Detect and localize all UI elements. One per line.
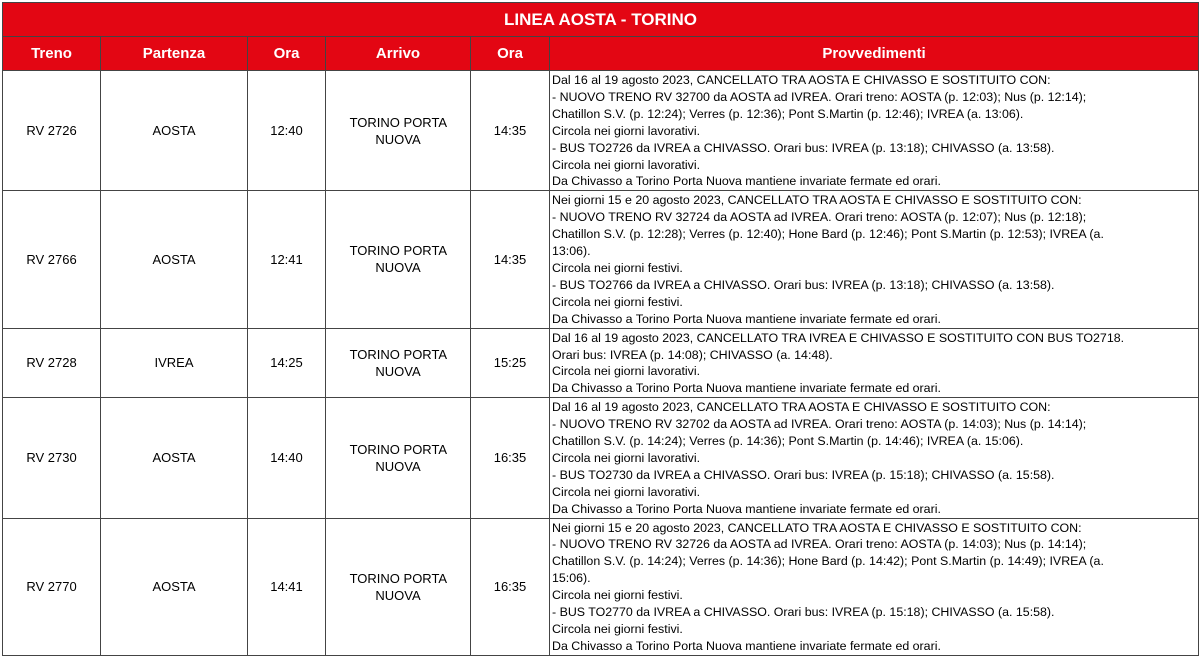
cell-treno: RV 2730 bbox=[3, 398, 101, 518]
provvedimento-line: Da Chivasso a Torino Porta Nuova mantiene invariate fermate ed orari. bbox=[552, 638, 941, 653]
cell-arrivo bbox=[326, 518, 471, 655]
header-partenza: Partenza bbox=[101, 37, 248, 71]
cell-provvedimenti bbox=[550, 71, 1199, 191]
provvedimento-line: - BUS TO2770 da IVREA a CHIVASSO. Orari bus: IVREA (p. 15:18); CHIVASSO (a. 15:58). bbox=[552, 605, 1055, 620]
cell-ora-arrivo: 16:35 bbox=[471, 518, 550, 655]
arrivo-line: TORINO PORTA bbox=[349, 114, 447, 130]
provvedimento-line: Da Chivasso a Torino Porta Nuova mantiene invariate fermate ed orari. bbox=[552, 311, 941, 326]
provvedimento-line: 15:06). bbox=[552, 571, 591, 586]
provvedimento-line: Circola nei giorni festivi. bbox=[552, 260, 683, 275]
provvedimento-line: Dal 16 al 19 agosto 2023, CANCELLATO TRA AOSTA E CHIVASSO E SOSTITUITO CON: bbox=[552, 73, 1051, 87]
cell-partenza: AOSTA bbox=[101, 398, 248, 518]
arrivo-line: TORINO PORTA bbox=[349, 441, 447, 457]
arrivo-line: NUOVA bbox=[375, 587, 421, 603]
cell-partenza: IVREA bbox=[101, 328, 248, 398]
table-row bbox=[3, 191, 1199, 328]
provvedimento-line: Circola nei giorni lavorativi. bbox=[552, 484, 701, 499]
provvedimento-line: Da Chivasso a Torino Porta Nuova mantiene invariate fermate ed orari. bbox=[552, 174, 941, 189]
cell-ora-partenza: 14:41 bbox=[248, 518, 326, 655]
cell-treno: RV 2766 bbox=[3, 191, 101, 328]
provvedimento-line: Orari bus: IVREA (p. 14:08); CHIVASSO (a. 14:48). bbox=[552, 347, 833, 362]
cell-treno: RV 2770 bbox=[3, 518, 101, 655]
cell-arrivo bbox=[326, 71, 471, 191]
cell-arrivo bbox=[326, 398, 471, 518]
cell-provvedimenti bbox=[550, 398, 1199, 518]
cell-provvedimenti bbox=[550, 191, 1199, 328]
provvedimento-line: Dal 16 al 19 agosto 2023, CANCELLATO TRA IVREA E CHIVASSO E SOSTITUITO CON BUS TO2718. bbox=[552, 330, 1125, 345]
provvedimento-line: 13:06). bbox=[552, 244, 591, 259]
provvedimento-line: - NUOVO TRENO RV 32724 da AOSTA ad IVREA. Orari treno: AOSTA (p. 12:07); Nus (p. 12:18); bbox=[552, 210, 1087, 225]
schedule-sheet bbox=[2, 2, 1198, 656]
provvedimento-line: - NUOVO TRENO RV 32726 da AOSTA ad IVREA. Orari treno: AOSTA (p. 14:03); Nus (p. 14:14); bbox=[552, 537, 1087, 552]
header-arrivo: Arrivo bbox=[326, 37, 471, 71]
provvedimento-line: Da Chivasso a Torino Porta Nuova mantiene invariate fermate ed orari. bbox=[552, 501, 941, 516]
provvedimento-line: - NUOVO TRENO RV 32700 da AOSTA ad IVREA. Orari treno: AOSTA (p. 12:03); Nus (p. 12:14); bbox=[552, 89, 1087, 104]
cell-arrivo bbox=[326, 191, 471, 328]
cell-ora-partenza: 12:40 bbox=[248, 71, 326, 191]
arrivo-line: TORINO PORTA bbox=[349, 570, 447, 586]
provvedimento-line: Chatillon S.V. (p. 12:28); Verres (p. 12:40); Hone Bard (p. 12:46); Pont S.Martin (p. 12:53); IVREA (a. bbox=[552, 227, 1104, 242]
provvedimento-line: Nei giorni 15 e 20 agosto 2023, CANCELLATO TRA AOSTA E CHIVASSO E SOSTITUITO CON: bbox=[552, 520, 1082, 535]
header-ora-partenza: Ora bbox=[248, 37, 326, 71]
table-row bbox=[3, 398, 1199, 518]
header-provvedimenti: Provvedimenti bbox=[550, 37, 1199, 71]
arrivo-line: NUOVA bbox=[375, 363, 421, 379]
cell-provvedimenti bbox=[550, 328, 1199, 398]
provvedimento-line: Dal 16 al 19 agosto 2023, CANCELLATO TRA AOSTA E CHIVASSO E SOSTITUITO CON: bbox=[552, 400, 1051, 415]
header-treno: Treno bbox=[3, 37, 101, 71]
provvedimento-line: Circola nei giorni lavorativi. bbox=[552, 364, 701, 379]
provvedimento-line: - BUS TO2726 da IVREA a CHIVASSO. Orari bus: IVREA (p. 13:18); CHIVASSO (a. 13:58). bbox=[552, 140, 1055, 155]
provvedimento-line: Chatillon S.V. (p. 14:24); Verres (p. 14:36); Hone Bard (p. 14:42); Pont S.Martin (p. 14:49); IVREA (a. bbox=[552, 554, 1104, 569]
arrivo-line: NUOVA bbox=[375, 260, 421, 276]
table-row bbox=[3, 328, 1199, 398]
arrivo-line: TORINO PORTA bbox=[349, 243, 447, 259]
provvedimento-line: Circola nei giorni festivi. bbox=[552, 588, 683, 603]
cell-treno: RV 2726 bbox=[3, 71, 101, 191]
cell-ora-arrivo: 14:35 bbox=[471, 191, 550, 328]
table-row bbox=[3, 518, 1199, 655]
cell-treno: RV 2728 bbox=[3, 328, 101, 398]
provvedimento-line: - BUS TO2730 da IVREA a CHIVASSO. Orari bus: IVREA (p. 15:18); CHIVASSO (a. 15:58). bbox=[552, 467, 1055, 482]
arrivo-line: TORINO PORTA bbox=[349, 346, 447, 362]
provvedimento-line: Chatillon S.V. (p. 12:24); Verres (p. 12:36); Pont S.Martin (p. 12:46); IVREA (a. 13:06). bbox=[552, 106, 1024, 121]
provvedimento-line: - NUOVO TRENO RV 32702 da AOSTA ad IVREA. Orari treno: AOSTA (p. 14:03); Nus (p. 14:14); bbox=[552, 417, 1087, 432]
header-row bbox=[3, 37, 1199, 71]
cell-arrivo bbox=[326, 328, 471, 398]
cell-ora-partenza: 14:40 bbox=[248, 398, 326, 518]
title-row bbox=[3, 3, 1199, 37]
cell-ora-partenza: 12:41 bbox=[248, 191, 326, 328]
provvedimento-line: Circola nei giorni festivi. bbox=[552, 622, 683, 636]
table-title: LINEA AOSTA - TORINO bbox=[3, 3, 1199, 37]
cell-ora-arrivo: 15:25 bbox=[471, 328, 550, 398]
provvedimento-line: Circola nei giorni lavorativi. bbox=[552, 450, 701, 465]
cell-ora-arrivo: 16:35 bbox=[471, 398, 550, 518]
cell-partenza: AOSTA bbox=[101, 71, 248, 191]
header-ora-arrivo: Ora bbox=[471, 37, 550, 71]
provvedimento-line: Da Chivasso a Torino Porta Nuova mantiene invariate fermate ed orari. bbox=[552, 381, 941, 396]
provvedimento-line: Circola nei giorni festivi. bbox=[552, 294, 683, 309]
schedule-table bbox=[2, 2, 1199, 656]
provvedimento-line: Circola nei giorni lavorativi. bbox=[552, 123, 701, 138]
arrivo-line: NUOVA bbox=[375, 131, 421, 147]
cell-provvedimenti bbox=[550, 518, 1199, 655]
provvedimento-line: Nei giorni 15 e 20 agosto 2023, CANCELLATO TRA AOSTA E CHIVASSO E SOSTITUITO CON: bbox=[552, 193, 1082, 208]
provvedimento-line: - BUS TO2766 da IVREA a CHIVASSO. Orari bus: IVREA (p. 13:18); CHIVASSO (a. 13:58). bbox=[552, 277, 1055, 292]
cell-partenza: AOSTA bbox=[101, 518, 248, 655]
provvedimento-line: Circola nei giorni lavorativi. bbox=[552, 157, 701, 172]
cell-partenza: AOSTA bbox=[101, 191, 248, 328]
cell-ora-arrivo: 14:35 bbox=[471, 71, 550, 191]
table-row bbox=[3, 71, 1199, 191]
cell-ora-partenza: 14:25 bbox=[248, 328, 326, 398]
arrivo-line: NUOVA bbox=[375, 458, 421, 474]
provvedimento-line: Chatillon S.V. (p. 14:24); Verres (p. 14:36); Pont S.Martin (p. 14:46); IVREA (a. 15:06). bbox=[552, 434, 1024, 449]
